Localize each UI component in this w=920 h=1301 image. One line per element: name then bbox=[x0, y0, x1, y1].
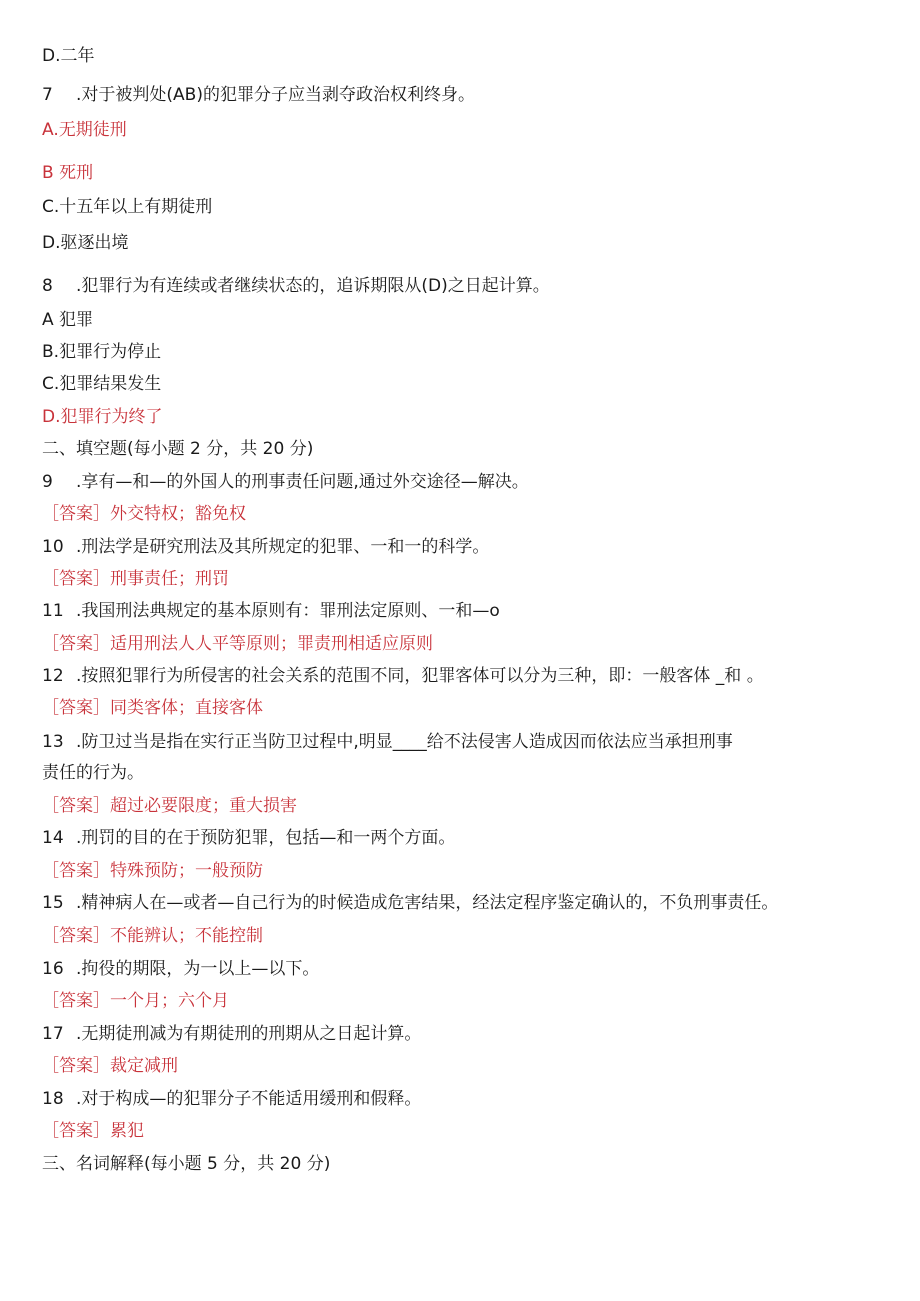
question-number: 8 bbox=[42, 276, 53, 296]
question-number: 14 bbox=[42, 828, 64, 848]
question-line bbox=[42, 1088, 421, 1110]
text-line bbox=[42, 45, 95, 67]
line-text: B 死刑 bbox=[42, 163, 94, 183]
line-text: ［答案］一个月；六个月 bbox=[42, 991, 229, 1011]
question-line bbox=[42, 471, 529, 493]
text-line bbox=[42, 309, 93, 331]
answer-line bbox=[42, 503, 246, 525]
answer-line bbox=[42, 990, 229, 1012]
line-text: .对于构成—的犯罪分子不能适用缓刑和假释。 bbox=[76, 1089, 422, 1109]
line-text: ［答案］刑事责任；刑罚 bbox=[42, 569, 229, 589]
text-line bbox=[42, 232, 129, 254]
line-text: .刑罚的目的在于预防犯罪，包括—和一两个方面。 bbox=[76, 828, 456, 848]
text-line bbox=[42, 341, 161, 363]
question-number: 17 bbox=[42, 1024, 64, 1044]
question-number: 7 bbox=[42, 85, 53, 105]
answer-line bbox=[42, 795, 297, 817]
answer-line bbox=[42, 1120, 144, 1142]
line-text: .防卫过当是指在实行正当防卫过程中,明显____给不法侵害人造成因而依法应当承担刑事 bbox=[76, 732, 733, 752]
line-text: 责任的行为。 bbox=[42, 763, 144, 783]
line-text: ［答案］超过必要限度；重大损害 bbox=[42, 796, 297, 816]
line-text: ［答案］不能辨认；不能控制 bbox=[42, 926, 263, 946]
answer-line bbox=[42, 406, 163, 428]
answer-line bbox=[42, 860, 263, 882]
line-text: 三、名词解释(每小题 5 分，共 20 分) bbox=[42, 1154, 331, 1174]
line-text: C.十五年以上有期徒刑 bbox=[42, 197, 213, 217]
question-line bbox=[42, 84, 475, 106]
question-line bbox=[42, 731, 733, 753]
question-number: 16 bbox=[42, 959, 64, 979]
line-text: .犯罪行为有连续或者继续状态的，追诉期限从(D)之日起计算。 bbox=[76, 276, 550, 296]
question-number: 10 bbox=[42, 537, 64, 557]
line-text: .对于被判处(AB)的犯罪分子应当剥夺政治权利终身。 bbox=[76, 85, 475, 105]
line-text: A.无期徒刑 bbox=[42, 120, 127, 140]
text-line bbox=[42, 373, 161, 395]
line-text: .按照犯罪行为所侵害的社会关系的范围不同，犯罪客体可以分为三种，即：一般客体 _和 。 bbox=[76, 666, 764, 686]
question-line bbox=[42, 827, 455, 849]
answer-line bbox=[42, 568, 229, 590]
line-text: ［答案］特殊预防；一般预防 bbox=[42, 861, 263, 881]
line-text: .刑法学是研究刑法及其所规定的犯罪、一和一的科学。 bbox=[76, 537, 490, 557]
answer-line bbox=[42, 925, 263, 947]
answer-line bbox=[42, 697, 263, 719]
line-text: A 犯罪 bbox=[42, 310, 94, 330]
line-text: ［答案］适用刑法人人平等原则；罪责刑相适应原则 bbox=[42, 634, 433, 654]
question-line bbox=[42, 958, 319, 980]
text-line bbox=[42, 762, 144, 784]
text-line bbox=[42, 196, 212, 218]
line-text: ［答案］外交特权；豁免权 bbox=[42, 504, 246, 524]
line-text: .拘役的期限，为一以上—以下。 bbox=[76, 959, 320, 979]
question-line bbox=[42, 275, 550, 297]
text-line bbox=[42, 438, 313, 460]
question-number: 18 bbox=[42, 1089, 64, 1109]
line-text: C.犯罪结果发生 bbox=[42, 374, 162, 394]
line-text: .无期徒刑减为有期徒刑的刑期从之日起计算。 bbox=[76, 1024, 422, 1044]
line-text: D.犯罪行为终了 bbox=[42, 407, 163, 427]
answer-line bbox=[42, 119, 127, 141]
line-text: 二、填空题(每小题 2 分，共 20 分) bbox=[42, 439, 314, 459]
question-number: 15 bbox=[42, 893, 64, 913]
answer-line bbox=[42, 162, 93, 184]
line-text: ［答案］累犯 bbox=[42, 1121, 144, 1141]
line-text: .我国刑法典规定的基本原则有：罪刑法定原则、一和—o bbox=[76, 601, 500, 621]
question-number: 9 bbox=[42, 472, 53, 492]
question-number: 13 bbox=[42, 732, 64, 752]
line-text: ［答案］裁定减刑 bbox=[42, 1056, 178, 1076]
question-line bbox=[42, 892, 778, 914]
answer-line bbox=[42, 633, 433, 655]
question-line bbox=[42, 600, 500, 622]
answer-line bbox=[42, 1055, 178, 1077]
line-text: .精神病人在—或者—自己行为的时候造成危害结果，经法定程序鉴定确认的，不负刑事责任。 bbox=[76, 893, 779, 913]
text-line bbox=[42, 1153, 330, 1175]
question-line bbox=[42, 536, 489, 558]
line-text: D.二年 bbox=[42, 46, 95, 66]
line-text: B.犯罪行为停止 bbox=[42, 342, 162, 362]
line-text: ［答案］同类客体；直接客体 bbox=[42, 698, 263, 718]
question-line bbox=[42, 665, 764, 687]
line-text: D.驱逐出境 bbox=[42, 233, 129, 253]
line-text: .享有—和—的外国人的刑事责任问题,通过外交途径—解决。 bbox=[76, 472, 529, 492]
question-line bbox=[42, 1023, 421, 1045]
question-number: 11 bbox=[42, 601, 64, 621]
question-number: 12 bbox=[42, 666, 64, 686]
